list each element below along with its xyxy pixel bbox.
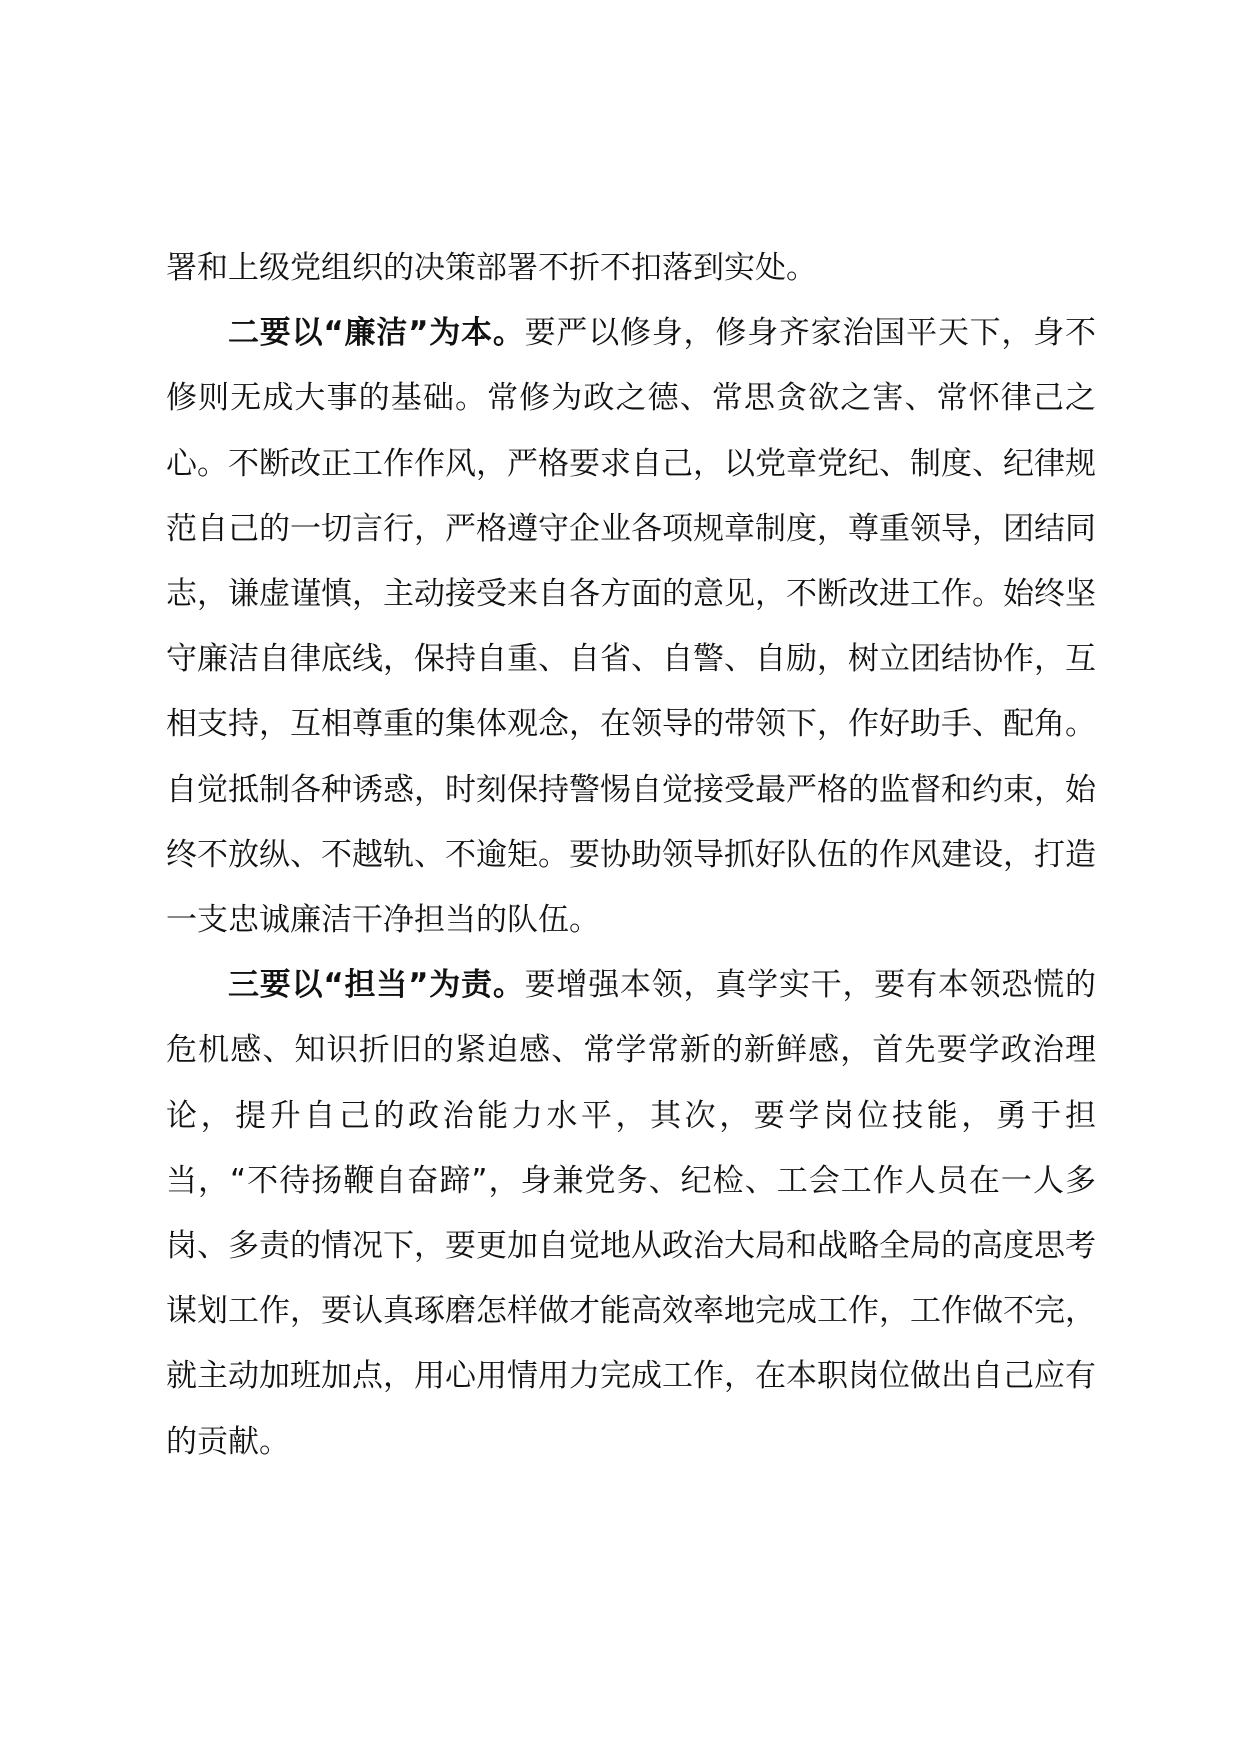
- paragraph-text: 要严以修身，修身齐家治国平天下，身不修则无成大事的基础。常修为政之德、常思贪欲之害、常怀律己之心。不断改正工作作风，严格要求自己，以党章党纪、制度、纪律规范自己的一切言行，严格遵守企业各项规章制度，尊重领导，团结同志，谦虚谨慎，主动接受来自各方面的意见，不断改进工作。始终坚守廉洁自律底线，保持自重、自省、自警、自励，树立团结协作，互相支持，互相尊重的集体观念，在领导的带领下，作好助手、配角。自觉抵制各种诱惑，时刻保持警惕自觉接受最严格的监督和约束，始终不放纵、不越轨、不逾矩。要协助领导抓好队伍的作风建设，打造一支忠诚廉洁干净担当的队伍。: [166, 315, 1097, 939]
- paragraph-text: 署和上级党组织的决策部署不折不扣落到实处。: [166, 250, 817, 286]
- paragraph-integrity: [166, 301, 1096, 953]
- paragraph-text: 要增强本领，真学实干，要有本领恐慌的危机感、知识折旧的紧迫感、常学常新的新鲜感，首先要学政治理论，提升自己的政治能力水平，其次，要学岗位技能，勇于担当，“不待扬鞭自奋蹄”，身兼党务、纪检、工会工作人员在一人多岗、多责的情况下，要更加自觉地从政治大局和战略全局的高度思考谋划工作，要认真琢磨怎样做才能高效率地完成工作，工作做不完，就主动加班加点，用心用情用力完成工作，在本职岗位做出自己应有的贡献。: [166, 967, 1097, 1460]
- document-body: [166, 236, 1096, 1475]
- paragraph-continuation: [166, 236, 1096, 301]
- paragraph-heading: 二要以“廉洁”为本。: [228, 315, 525, 352]
- paragraph-heading: 三要以“担当”为责。: [228, 967, 525, 1004]
- paragraph-responsibility: [166, 953, 1096, 1475]
